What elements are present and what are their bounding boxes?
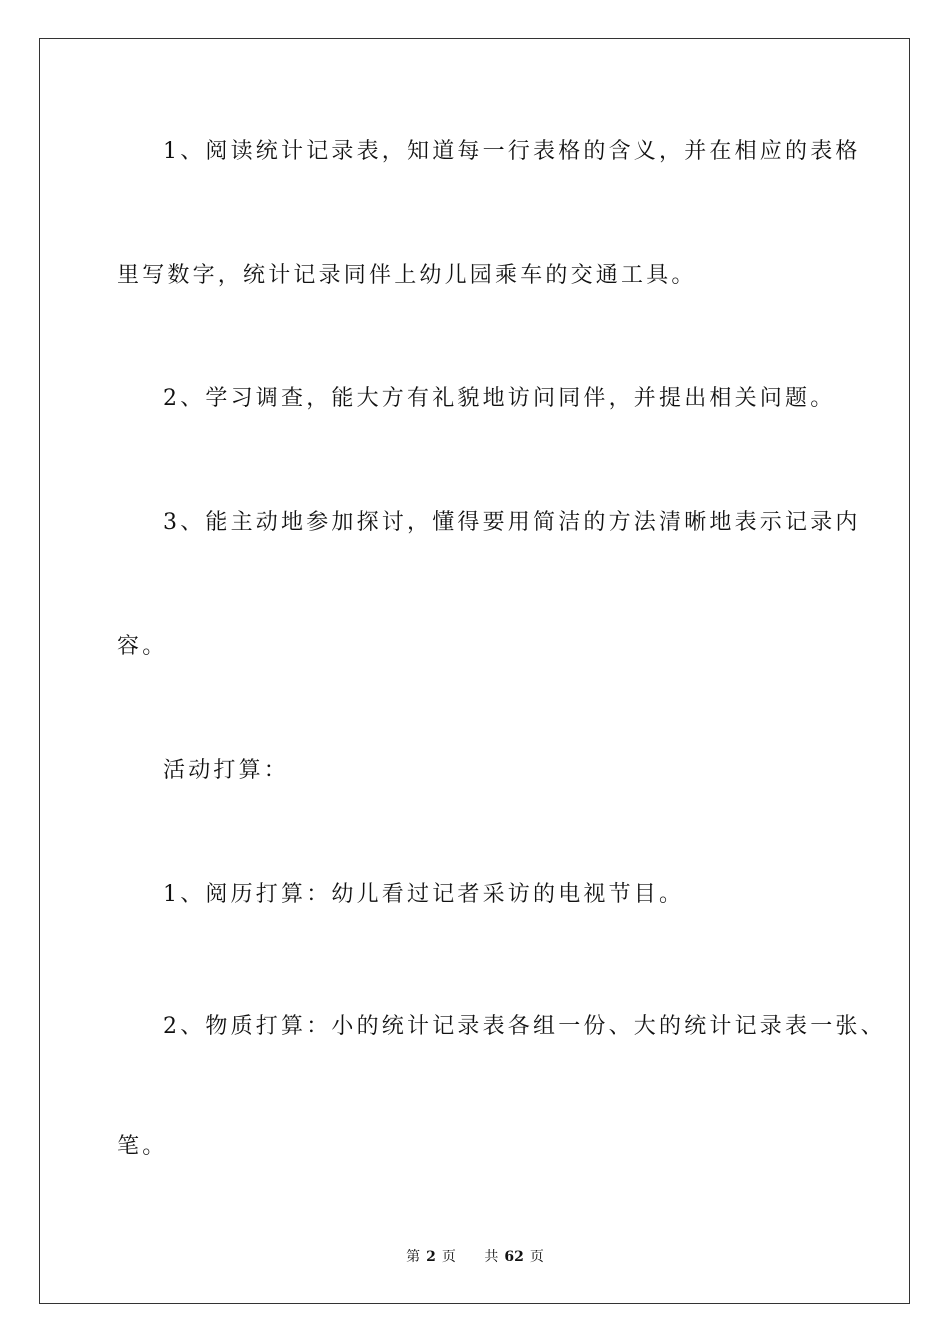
page-suffix: 页 — [441, 1249, 456, 1265]
paragraph-line-1: 1、阅读统计记录表，知道每一行表格的含义，并在相应的表格 — [163, 139, 861, 164]
paragraph-line-6: 1、阅历打算：幼儿看过记者采访的电视节目。 — [163, 882, 685, 907]
page-frame — [39, 38, 910, 1304]
paragraph-line-8: 笔。 — [117, 1134, 168, 1159]
page-indicator — [400, 1249, 462, 1265]
total-suffix: 页 — [529, 1249, 544, 1265]
total-prefix: 共 — [484, 1249, 499, 1265]
paragraph-line-3: 2、学习调查，能大方有礼貌地访问同伴，并提出相关问题。 — [163, 386, 836, 411]
total-indicator — [478, 1249, 549, 1265]
page-prefix: 第 — [406, 1249, 421, 1265]
paragraph-line-2: 里写数字，统计记录同伴上幼儿园乘车的交通工具。 — [117, 263, 697, 288]
paragraph-line-5: 容。 — [117, 634, 168, 659]
section-heading: 活动打算： — [163, 758, 290, 783]
page-number: 2 — [426, 1249, 436, 1265]
page-footer — [0, 1247, 950, 1267]
paragraph-line-4: 3、能主动地参加探讨，懂得要用简洁的方法清晰地表示记录内 — [163, 510, 861, 535]
total-number: 62 — [504, 1249, 524, 1265]
paragraph-line-7: 2、物质打算：小的统计记录表各组一份、大的统计记录表一张、 — [163, 1014, 886, 1039]
